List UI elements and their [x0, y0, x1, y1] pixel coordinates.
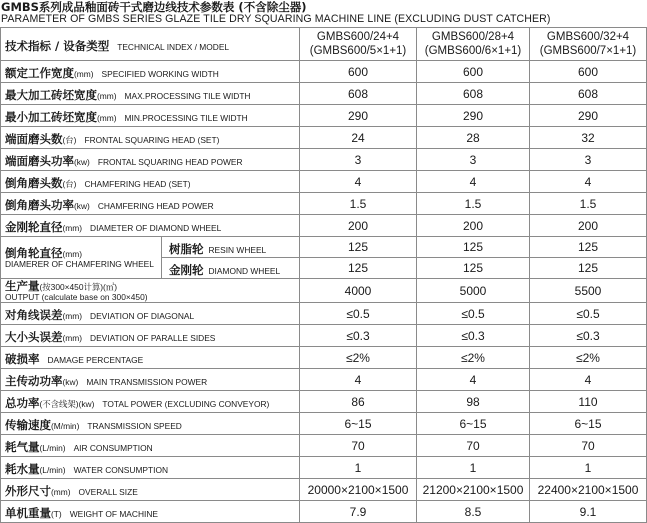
row-label-en: DIAMERER OF CHAMFERING WHEEL — [5, 259, 154, 269]
row-label-cell — [1, 105, 300, 127]
row-label-unit: (L/min) — [39, 443, 66, 453]
row-label-unit: (L/min) — [39, 465, 66, 475]
row-label-unit: (mm) — [62, 223, 83, 233]
value-cell: 9.1 — [530, 501, 647, 523]
row-label-unit: (kw) — [74, 157, 90, 167]
sub-label-en: DIAMOND WHEEL — [208, 265, 281, 276]
row-label-en: FRONTAL SQUARING HEAD POWER — [97, 157, 243, 167]
row-label-unit: (mm) — [62, 249, 83, 259]
row-label-cell — [1, 83, 300, 105]
value-cell: 1.5 — [417, 193, 530, 215]
table-row — [1, 413, 647, 435]
row-label-cn: 外形尺寸 — [5, 484, 51, 498]
value-cell: 1.5 — [300, 193, 417, 215]
row-label-unit: (mm) — [97, 113, 117, 123]
value-cell: 86 — [300, 391, 417, 413]
row-label-cell — [1, 303, 300, 325]
header-label-cell — [1, 28, 300, 61]
row-label-cn: 最小加工砖坯宽度 — [5, 110, 97, 124]
value-cell: 3 — [417, 149, 530, 171]
row-label-cell — [1, 237, 162, 279]
row-label-cn: 倒角轮直径 — [5, 246, 63, 260]
row-label-cn: 总功率 — [5, 396, 40, 410]
table-row — [1, 391, 647, 413]
header-label-cn: 技术指标 / 设备类型 — [5, 38, 110, 53]
table-row — [1, 149, 647, 171]
row-label-cell — [1, 435, 300, 457]
value-cell: 5500 — [530, 279, 647, 303]
value-cell: 22400×2100×1500 — [530, 479, 647, 501]
value-cell: 1 — [300, 457, 417, 479]
row-label-unit: (kw) — [62, 377, 79, 387]
row-label-unit: (mm) — [51, 487, 71, 497]
value-cell: 3 — [530, 149, 647, 171]
row-label-en: DEVIATION OF PARALLE SIDES — [90, 333, 216, 343]
value-cell: 125 — [530, 237, 647, 258]
value-cell: 1 — [530, 457, 647, 479]
table-row — [1, 215, 647, 237]
row-label-unit: (按300×450计算)(㎡) — [39, 282, 117, 292]
table-row — [1, 479, 647, 501]
table-row — [1, 279, 647, 303]
value-cell: 290 — [300, 105, 417, 127]
value-cell: 20000×2100×1500 — [300, 479, 417, 501]
row-label-unit: (M/min) — [51, 421, 80, 431]
page-titles — [1, 1, 646, 26]
value-cell: ≤0.3 — [530, 325, 647, 347]
value-cell: 98 — [417, 391, 530, 413]
model-config: (GMBS600/6×1+1) — [424, 45, 522, 57]
row-label-cell — [1, 501, 300, 523]
value-cell: ≤0.5 — [300, 303, 417, 325]
row-label-en: CHAMFERING HEAD (SET) — [84, 179, 191, 189]
value-cell: 3 — [300, 149, 417, 171]
value-cell: 7.9 — [300, 501, 417, 523]
row-label-cell — [1, 215, 300, 237]
row-label-unit: (不含线架)(kw) — [39, 399, 95, 409]
model-header — [300, 28, 417, 61]
value-cell: ≤2% — [417, 347, 530, 369]
row-label-cn: 传输速度 — [5, 418, 51, 432]
row-label-en: TRANSMISSION SPEED — [87, 421, 182, 431]
title-chinese: GMBS系列成品釉面砖干式磨边线技术参数表 (不含除尘器) — [1, 0, 307, 14]
value-cell: 32 — [530, 127, 647, 149]
sub-label-en: RESIN WHEEL — [208, 244, 267, 255]
model-header — [417, 28, 530, 61]
row-label-cell — [1, 325, 300, 347]
row-label-cell — [1, 413, 300, 435]
row-label-unit: (T) — [51, 509, 62, 519]
model-config: (GMBS600/7×1+1) — [539, 45, 637, 57]
value-cell: 4 — [530, 369, 647, 391]
row-label-cn: 最大加工砖坯宽度 — [5, 88, 97, 102]
value-cell: ≤2% — [300, 347, 417, 369]
value-cell: 70 — [300, 435, 417, 457]
value-cell: 125 — [530, 258, 647, 279]
row-label-unit: (mm) — [62, 333, 83, 343]
value-cell: 608 — [417, 83, 530, 105]
value-cell: 4000 — [300, 279, 417, 303]
row-label-cn: 生产量 — [5, 279, 40, 293]
model-header — [530, 28, 647, 61]
table-header-row — [1, 28, 647, 61]
row-label-cell — [1, 61, 300, 83]
row-label-cn: 主传动功率 — [5, 374, 63, 388]
value-cell: ≤0.3 — [300, 325, 417, 347]
value-cell: 4 — [300, 369, 417, 391]
row-label-en: WEIGHT OF MACHINE — [69, 509, 158, 519]
row-label-cell — [1, 127, 300, 149]
header-label-en: TECHNICAL INDEX / MODEL — [117, 41, 230, 52]
row-label-en: SPECIFIED WORKING WIDTH — [101, 69, 219, 79]
row-label-en: TOTAL POWER (EXCLUDING CONVEYOR) — [102, 399, 270, 409]
value-cell: 21200×2100×1500 — [417, 479, 530, 501]
sub-label-cell — [162, 237, 300, 258]
value-cell: ≤2% — [530, 347, 647, 369]
value-cell: 600 — [300, 61, 417, 83]
value-cell: 290 — [417, 105, 530, 127]
row-label-cn: 单机重量 — [5, 506, 51, 520]
table-row — [1, 61, 647, 83]
table-row — [1, 457, 647, 479]
value-cell: 8.5 — [417, 501, 530, 523]
value-cell: 6~15 — [300, 413, 417, 435]
value-cell: 5000 — [417, 279, 530, 303]
value-cell: ≤0.3 — [417, 325, 530, 347]
row-label-en: DAMAGE PERCENTAGE — [47, 355, 144, 365]
value-cell: 6~15 — [530, 413, 647, 435]
value-cell: 125 — [417, 237, 530, 258]
value-cell: 4 — [530, 171, 647, 193]
table-row — [1, 347, 647, 369]
row-label-en: MAIN TRANSMISSION POWER — [86, 377, 208, 387]
row-label-en: DIAMETER OF DIAMOND WHEEL — [90, 223, 222, 233]
sub-label-cn: 树脂轮 — [169, 241, 204, 256]
row-label-en: CHAMFERING HEAD POWER — [97, 201, 214, 211]
row-label-en: FRONTAL SQUARING HEAD (SET) — [84, 135, 220, 145]
row-label-en: OUTPUT (calculate base on 300×450) — [5, 292, 148, 302]
table-row — [1, 83, 647, 105]
value-cell: 125 — [300, 258, 417, 279]
row-label-unit: (mm) — [97, 91, 117, 101]
value-cell: 70 — [530, 435, 647, 457]
model-name: GMBS600/32+4 — [546, 31, 630, 43]
value-cell: 608 — [530, 83, 647, 105]
table-row — [1, 105, 647, 127]
row-label-en: DEVIATION OF DIAGONAL — [90, 311, 195, 321]
table-row — [1, 369, 647, 391]
row-label-cell — [1, 457, 300, 479]
value-cell: 290 — [530, 105, 647, 127]
row-label-unit: (台) — [62, 135, 77, 145]
row-label-cn: 倒角磨头数 — [5, 176, 63, 190]
value-cell: 24 — [300, 127, 417, 149]
row-label-cn: 额定工作宽度 — [5, 66, 74, 80]
row-label-unit: (台) — [62, 179, 77, 189]
row-label-cell — [1, 149, 300, 171]
row-label-cn: 对角线误差 — [5, 308, 63, 322]
value-cell: 1.5 — [530, 193, 647, 215]
value-cell: 600 — [417, 61, 530, 83]
value-cell: 200 — [300, 215, 417, 237]
row-label-cell — [1, 193, 300, 215]
table-row — [1, 171, 647, 193]
row-label-unit: (kw) — [74, 201, 90, 211]
value-cell: ≤0.5 — [417, 303, 530, 325]
value-cell: 125 — [417, 258, 530, 279]
row-label-cell — [1, 171, 300, 193]
value-cell: ≤0.5 — [530, 303, 647, 325]
row-label-en: OVERALL SIZE — [78, 487, 138, 497]
table-row — [1, 435, 647, 457]
table-row — [1, 193, 647, 215]
value-cell: 125 — [300, 237, 417, 258]
value-cell: 70 — [417, 435, 530, 457]
row-label-cell — [1, 479, 300, 501]
row-label-cn: 耗水量 — [5, 462, 40, 476]
row-label-en: WATER CONSUMPTION — [73, 465, 169, 475]
row-label-cell — [1, 347, 300, 369]
value-cell: 200 — [530, 215, 647, 237]
model-name: GMBS600/24+4 — [316, 31, 400, 43]
value-cell: 4 — [417, 369, 530, 391]
row-label-cn: 破损率 — [5, 352, 40, 366]
row-label-cell — [1, 391, 300, 413]
value-cell: 200 — [417, 215, 530, 237]
sub-label-cn: 金刚轮 — [169, 262, 204, 277]
row-label-en: MIN.PROCESSING TILE WIDTH — [124, 113, 248, 123]
value-cell: 600 — [530, 61, 647, 83]
sub-label-cell — [162, 258, 300, 279]
model-config: (GMBS600/5×1+1) — [309, 45, 407, 57]
row-label-cn: 金刚轮直径 — [5, 220, 63, 234]
value-cell: 28 — [417, 127, 530, 149]
row-label-en: AIR CONSUMPTION — [73, 443, 153, 453]
value-cell: 6~15 — [417, 413, 530, 435]
value-cell: 4 — [417, 171, 530, 193]
table-row — [1, 237, 647, 258]
row-label-en: MAX.PROCESSING TILE WIDTH — [124, 91, 251, 101]
table-row — [1, 501, 647, 523]
row-label-unit: (mm) — [74, 69, 94, 79]
row-label-cn: 倒角磨头功率 — [5, 198, 74, 212]
row-label-cn: 大小头误差 — [5, 330, 63, 344]
value-cell: 110 — [530, 391, 647, 413]
row-label-cn: 端面磨头数 — [5, 132, 63, 146]
row-label-unit: (mm) — [62, 311, 83, 321]
row-label-cn: 耗气量 — [5, 440, 40, 454]
row-label-cn: 端面磨头功率 — [5, 154, 74, 168]
title-english: PARAMETER OF GMBS SERIES GLAZE TILE DRY SQUARING MACHINE LINE (EXCLUDING DUST CATCHER) — [1, 13, 551, 25]
value-cell: 4 — [300, 171, 417, 193]
model-name: GMBS600/28+4 — [431, 31, 515, 43]
table-row — [1, 303, 647, 325]
spec-table — [0, 27, 647, 523]
table-row — [1, 325, 647, 347]
row-label-cell — [1, 279, 300, 303]
table-row — [1, 127, 647, 149]
value-cell: 608 — [300, 83, 417, 105]
row-label-cell — [1, 369, 300, 391]
value-cell: 1 — [417, 457, 530, 479]
